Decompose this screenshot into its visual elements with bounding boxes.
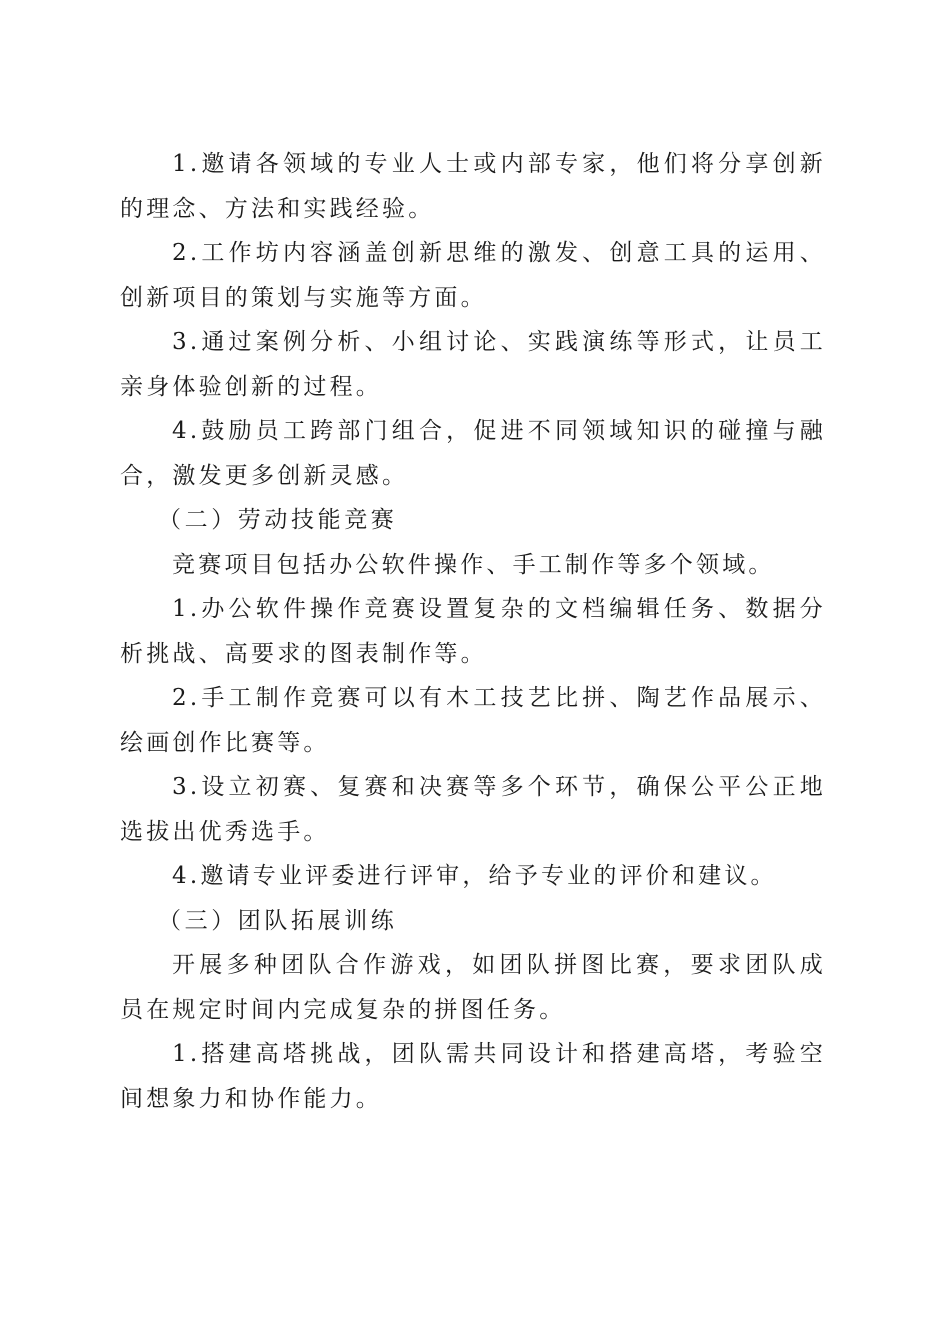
paragraph-judges: 4.邀请专业评委进行评审，给予专业的评价和建议。 (172, 863, 777, 889)
document-body (120, 142, 826, 1121)
paragraph-tower-challenge: 1.搭建高塔挑战，团队需共同设计和搭建高塔，考验空间想象力和协作能力。 (120, 1041, 826, 1112)
paragraph-office-software: 1.办公软件操作竞赛设置复杂的文档编辑任务、数据分析挑战、高要求的图表制作等。 (120, 596, 826, 667)
paragraph-invite-experts: 1.邀请各领域的专业人士或内部专家，他们将分享创新的理念、方法和实践经验。 (120, 151, 826, 222)
section-heading-skills-competition: （二）劳动技能竞赛 (158, 507, 398, 533)
paragraph-cross-department: 4.鼓励员工跨部门组合，促进不同领域知识的碰撞与融合，激发更多创新灵感。 (120, 418, 826, 489)
paragraph-competition-fields: 竞赛项目包括办公软件操作、手工制作等多个领域。 (172, 551, 775, 578)
section-heading-team-training: （三）团队拓展训练 (158, 907, 398, 934)
paragraph-workshop-content: 2.工作坊内容涵盖创新思维的激发、创意工具的运用、创新项目的策划与实施等方面。 (120, 240, 826, 311)
paragraph-handcraft: 2.手工制作竞赛可以有木工技艺比拼、陶艺作品展示、绘画创作比赛等。 (120, 685, 826, 756)
paragraph-case-analysis: 3.通过案例分析、小组讨论、实践演练等形式，让员工亲身体验创新的过程。 (120, 329, 826, 400)
paragraph-rounds: 3.设立初赛、复赛和决赛等多个环节，确保公平公正地选拔出优秀选手。 (120, 774, 826, 845)
paragraph-team-games: 开展多种团队合作游戏，如团队拼图比赛，要求团队成员在规定时间内完成复杂的拼图任务。 (120, 952, 826, 1023)
